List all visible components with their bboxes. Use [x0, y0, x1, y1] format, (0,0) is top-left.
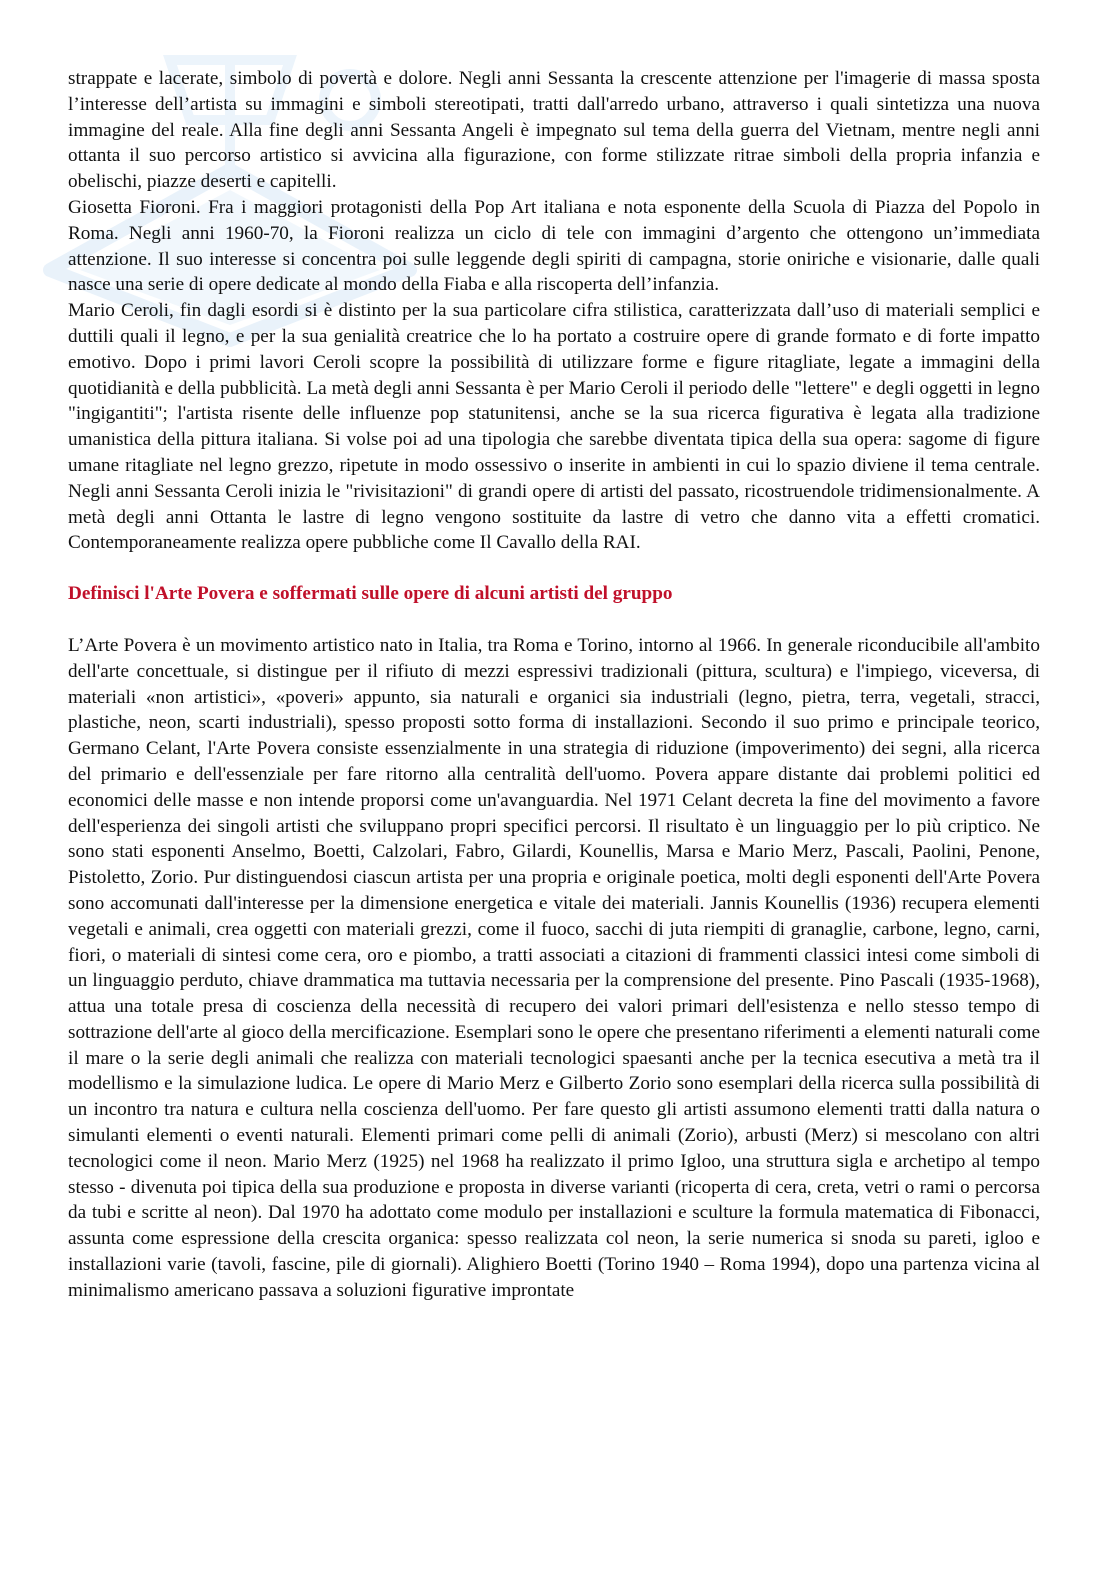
paragraph-ceroli: Mario Ceroli, fin dagli esordi si è distinto per la sua particolare cifra stilistica, caratterizzata dall’uso di materiali semplici e duttili quali il legno, e per la sua genialità creatrice che lo ha portato a costruire opere di grande formato e di forte impatto emotivo. Dopo i primi lavori Ceroli scopre la possibilità di utilizzare forme e figure ritagliate, legate a immagini della quotidianità e della pubblicità. La metà degli anni Sessanta è per Mario Ceroli il periodo delle "lettere" e degli oggetti in legno "ingigantiti"; l'artista risente delle influenze pop statunitensi, anche se la sua ricerca figurativa è legata alla tradizione umanistica della pittura italiana. Si volse poi ad una tipologia che sarebbe diventata tipica della sua opera: sagome di figure umane ritagliate nel legno grezzo, ripetute in modo ossessivo o inserite in ambienti in cui lo spazio diviene il tema centrale. Negli anni Sessanta Ceroli inizia le "rivisitazioni" di grandi opere di artisti del passato, ricostruendole tridimensionalmente. A metà degli anni Ottanta le lastre di legno vengono sostituite da lastre di vetro che danno vita a effetti cromatici. Contemporaneamente realizza opere pubbliche come Il Cavallo della RAI. — [68, 300, 1040, 554]
document-body — [68, 66, 1040, 1304]
paragraph-intro: strappate e lacerate, simbolo di povertà e dolore. Negli anni Sessanta la crescente attenzione per l'imagerie di massa sposta l’interesse dell’artista su immagini e simboli stereotipati, tratti dall'arredo urbano, attraverso i quali sintetizza una nuova immagine del reale. Alla fine degli anni Sessanta Angeli è impegnato sul tema della guerra del Vietnam, mentre negli anni ottanta il suo percorso artistico si avvicina alla figurazione, con forme stilizzate ritrae simboli della propria infanzia e obelischi, piazze deserti e capitelli. — [68, 68, 1040, 193]
paragraph-fioroni: Giosetta Fioroni. Fra i maggiori protagonisti della Pop Art italiana e nota esponente della Scuola di Piazza del Popolo in Roma. Negli anni 1960-70, la Fioroni realizza un ciclo di tele con immagini d’argento che ottengono un’immediata attenzione. Il suo interesse si concentra poi sulle leggende degli spiriti di campagna, storie oniriche e visionarie, dalle quali nasce una serie di opere dedicate al mondo della Fiaba e alla riscoperta dell’infanzia. — [68, 196, 1040, 296]
section-heading: Definisci l'Arte Povera e soffermati sulle opere di alcuni artisti del gruppo — [68, 583, 673, 605]
paragraph-arte-povera: L’Arte Povera è un movimento artistico nato in Italia, tra Roma e Torino, intorno al 1966. In generale riconducibile all'ambito dell'arte concettuale, si distingue per il rifiuto di mezzi espressivi tradizionali (pittura, scultura) e l'impiego, viceversa, di materiali «non artistici», «poveri» appunto, sia naturali e organici sia industriali (legno, pietra, terra, vegetali, stracci, plastiche, neon, scarti industriali), spesso proposti sotto forma di installazioni. Secondo il suo primo e principale teorico, Germano Celant, l'Arte Povera consiste essenzialmente in una strategia di riduzione (impoverimento) dei segni, alla ricerca del primario e dell'essenziale per fare ritorno alla centralità dell'uomo. Povera appare distante dai problemi politici ed economici delle masse e non intende proporsi come un'avanguardia. Nel 1971 Celant decreta la fine del movimento a favore dell'esperienza dei singoli artisti che sviluppano propri specifici percorsi. Il risultato è un linguaggio per lo più criptico. Ne sono stati esponenti Anselmo, Boetti, Calzolari, Fabro, Gilardi, Kounellis, Marsa e Mario Merz, Pascali, Paolini, Penone, Pistoletto, Zorio. Pur distinguendosi ciascun artista per una propria e originale poetica, molti degli esponenti dell'Arte Povera sono accomunati dall'interesse per la dimensione energetica e vitale dei materiali. Jannis Kounellis (1936) recupera elementi vegetali e animali, crea oggetti con materiali grezzi, come il fuoco, sacchi di juta riempiti di granaglie, carbone, legno, carni, fiori, o materiali di sintesi come cera, oro e piombo, a tratti associati a citazioni di frammenti classici intesi come simboli di un linguaggio perduto, chiave drammatica ma tuttavia necessaria per la comprensione del presente. Pino Pascali (1935-1968), attua una totale presa di coscienza della necessità di recupero dei valori primari dell'esistenza e nello stesso tempo di sottrazione dell'arte al gioco della mercificazione. Esemplari sono le opere che presentano riferimenti a elementi naturali come il mare o la serie degli animali che realizza con materiali tecnologici spaesanti anche per la tecnica esecutiva a metà tra il modellismo e la simulazione ludica. Le opere di Mario Merz e Gilberto Zorio sono esemplari della ricerca sulla possibilità di un incontro tra natura e cultura nella coscienza dell'uomo. Per fare questo gli artisti assumono elementi tratti dalla natura o simulanti elementi o eventi naturali. Elementi primari come pelli di animali (Zorio), arbusti (Merz) si mescolano con altri tecnologici come il neon. Mario Merz (1925) nel 1968 ha realizzato il primo Igloo, una struttura sigla e archetipo al tempo stesso - divenuta poi tipica della sua produzione e proposta in diverse varianti (ricoperta di cera, creta, vetri o rami o percorsa da tubi e scritte al neon). Dal 1970 ha adottato come modulo per installazioni e sculture la formula matematica di Fibonacci, assunta come espressione della crescita organica: spesso realizzata col neon, la serie numerica si snoda su pareti, igloo e installazioni varie (tavoli, fascine, pile di giornali). Alighiero Boetti (Torino 1940 – Roma 1994), dopo una partenza vicina al minimalismo americano passava a soluzioni figurative improntate — [68, 634, 1040, 1301]
